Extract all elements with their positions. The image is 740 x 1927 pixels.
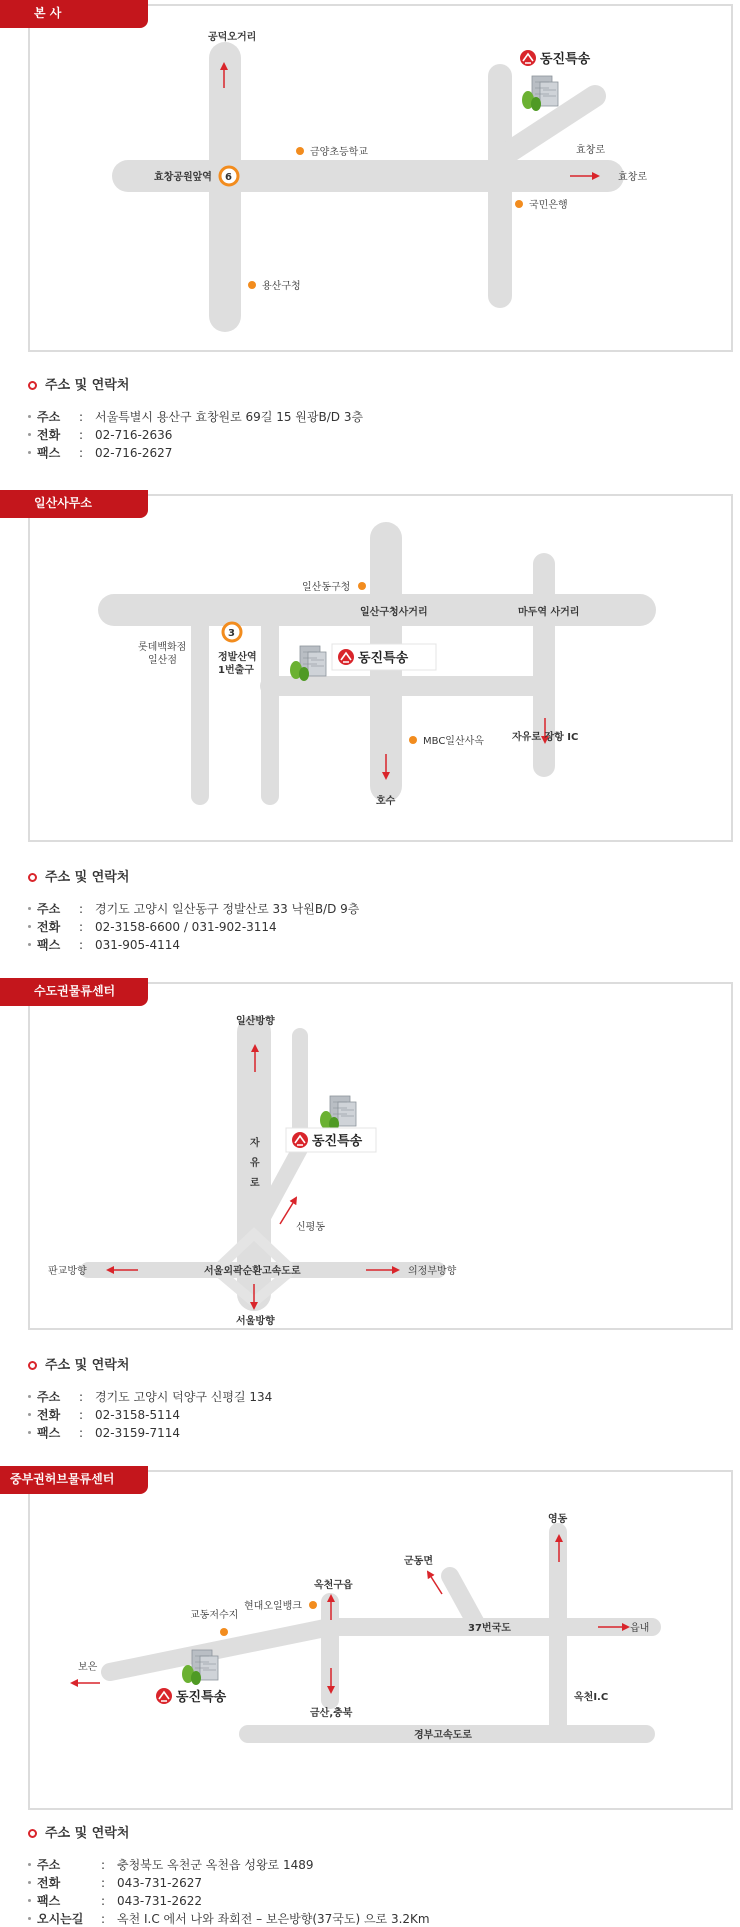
contact-row: 전화 : 02-3158-5114 <box>28 1406 180 1423</box>
contact-row: 주소 : 경기도 고양시 일산동구 정발산로 33 낙원B/D 9층 <box>28 900 359 917</box>
label-uijeongbu: 의정부방향 <box>408 1266 457 1277</box>
arrow-northwest <box>428 1572 442 1594</box>
map-capital-logistics <box>28 982 733 1330</box>
bullet-icon <box>28 1829 37 1838</box>
label-hosu: 호수 <box>376 796 396 807</box>
label-station-1: 정발산역 <box>218 652 257 663</box>
label-ic: 자유로 장항 IC <box>512 732 579 743</box>
label-ring: 서울외곽순환고속도로 <box>204 1266 301 1277</box>
label-crossing-2: 마두역 사거리 <box>518 607 580 618</box>
section-capital-logistics <box>0 978 740 1448</box>
label-crossing-1: 일산구청사거리 <box>360 607 428 618</box>
map-headquarters <box>28 4 733 352</box>
section-ilsan <box>0 490 740 960</box>
label-reservoir: 교동저수지 <box>190 1610 239 1621</box>
company-logo <box>338 649 409 666</box>
poi-marker <box>220 1628 228 1636</box>
poi-marker <box>409 736 417 744</box>
label-station: 효창공원앞역 <box>154 172 212 183</box>
building-icon <box>320 1096 356 1131</box>
label-gu-office: 일산동구청 <box>302 582 351 593</box>
label-jayu-3: 로 <box>250 1178 260 1189</box>
poi-marker <box>248 281 256 289</box>
poi-marker <box>296 147 304 155</box>
section-tab: 일산사무소 <box>0 490 148 518</box>
label-sinpyeong: 신평동 <box>296 1222 325 1233</box>
label-eup: 읍내 <box>630 1623 650 1634</box>
label-bank: 현대오일뱅크 <box>244 1601 302 1612</box>
bullet-icon <box>28 381 37 390</box>
contact-title: 주소 및 연락처 <box>28 1822 129 1841</box>
label-ic: 옥천I.C <box>574 1692 609 1703</box>
section-tab: 중부권허브물류센터 <box>0 1466 148 1494</box>
contact-row: 주소 : 경기도 고양시 덕양구 신평길 134 <box>28 1388 272 1405</box>
poi-marker <box>358 582 366 590</box>
label-jayu-1: 자 <box>250 1138 260 1149</box>
section-headquarters <box>0 0 740 470</box>
logo-text: 동진특송 <box>312 1134 363 1149</box>
label-yeongdong: 영동 <box>548 1514 568 1525</box>
section-tab: 본 사 <box>0 0 148 28</box>
logo-text: 동진특송 <box>540 52 591 67</box>
map-canvas <box>30 6 731 350</box>
label-bank: 국민은행 <box>529 200 568 211</box>
contact-row: 전화 : 02-716-2636 <box>28 426 172 443</box>
company-logo <box>292 1132 363 1149</box>
contact-row: 팩스 : 031-905-4114 <box>28 936 180 953</box>
logo-text: 동진특송 <box>176 1690 227 1705</box>
map-ilsan <box>28 494 733 842</box>
station-number: 3 <box>228 628 235 639</box>
label-ilsan: 일산방향 <box>236 1016 275 1027</box>
label-school: 금양초등학교 <box>310 147 368 158</box>
company-logo <box>520 50 591 67</box>
label-office: 용산구청 <box>262 281 301 292</box>
label-route37: 37번국도 <box>468 1623 511 1634</box>
contact-title: 주소 및 연락처 <box>28 1354 129 1373</box>
contact-row: 주소 : 서울특별시 용산구 효창원로 69길 15 원광B/D 3층 <box>28 408 363 425</box>
label-pangyo: 판교방향 <box>48 1266 87 1277</box>
label-geumsan: 금산,충북 <box>310 1708 353 1719</box>
map-canvas <box>30 1472 731 1808</box>
contact-row: 팩스 : 02-716-2627 <box>28 444 172 461</box>
contact-row: 전화 : 02-3158-6600 / 031-902-3114 <box>28 918 277 935</box>
label-gundong: 군동면 <box>404 1556 433 1567</box>
contact-row: 주소 : 충청북도 옥천군 옥천읍 성왕로 1489 <box>28 1856 314 1873</box>
label-lotte-2: 일산점 <box>148 655 177 666</box>
label-boeun: 보은 <box>78 1662 98 1673</box>
label-seoul: 서울방향 <box>236 1316 275 1327</box>
contact-title: 주소 및 연락처 <box>28 374 129 393</box>
label-hyochang-2: 효창로 <box>618 172 647 183</box>
bullet-icon <box>28 1361 37 1370</box>
bullet-icon <box>28 873 37 882</box>
label-hyochang-1: 효창로 <box>576 145 605 156</box>
map-canvas <box>30 496 731 840</box>
label-lotte-1: 롯데백화점 <box>138 642 187 653</box>
company-logo <box>156 1688 227 1705</box>
contact-row: 전화 : 043-731-2627 <box>28 1874 202 1891</box>
map-central-hub <box>28 1470 733 1810</box>
map-canvas <box>30 984 731 1328</box>
building-icon <box>522 76 558 111</box>
label-mbc: MBC일산사옥 <box>423 736 484 747</box>
logo-text: 동진특송 <box>358 651 409 666</box>
poi-marker <box>309 1601 317 1609</box>
contact-row: 팩스 : 043-731-2622 <box>28 1892 202 1909</box>
label-station-2: 1번출구 <box>218 665 254 676</box>
poi-marker <box>515 200 523 208</box>
label-okcheon: 옥천구읍 <box>314 1580 353 1591</box>
section-central-hub <box>0 1466 740 1926</box>
road <box>110 1627 330 1672</box>
building-icon <box>290 646 326 681</box>
arrow-northeast <box>280 1198 296 1224</box>
contact-row: 팩스 : 02-3159-7114 <box>28 1424 180 1441</box>
contact-row: 오시는길 : 옥천 I.C 에서 나와 좌회전 – 보은방향(37국도) 으로 3.2Km <box>28 1910 430 1927</box>
section-tab: 수도권물류센터 <box>0 978 148 1006</box>
contact-title: 주소 및 연락처 <box>28 866 129 885</box>
station-number: 6 <box>225 172 232 183</box>
label-expressway: 경부고속도로 <box>414 1730 472 1741</box>
label-north: 공덕오거리 <box>208 32 257 43</box>
label-jayu-2: 유 <box>250 1158 260 1169</box>
